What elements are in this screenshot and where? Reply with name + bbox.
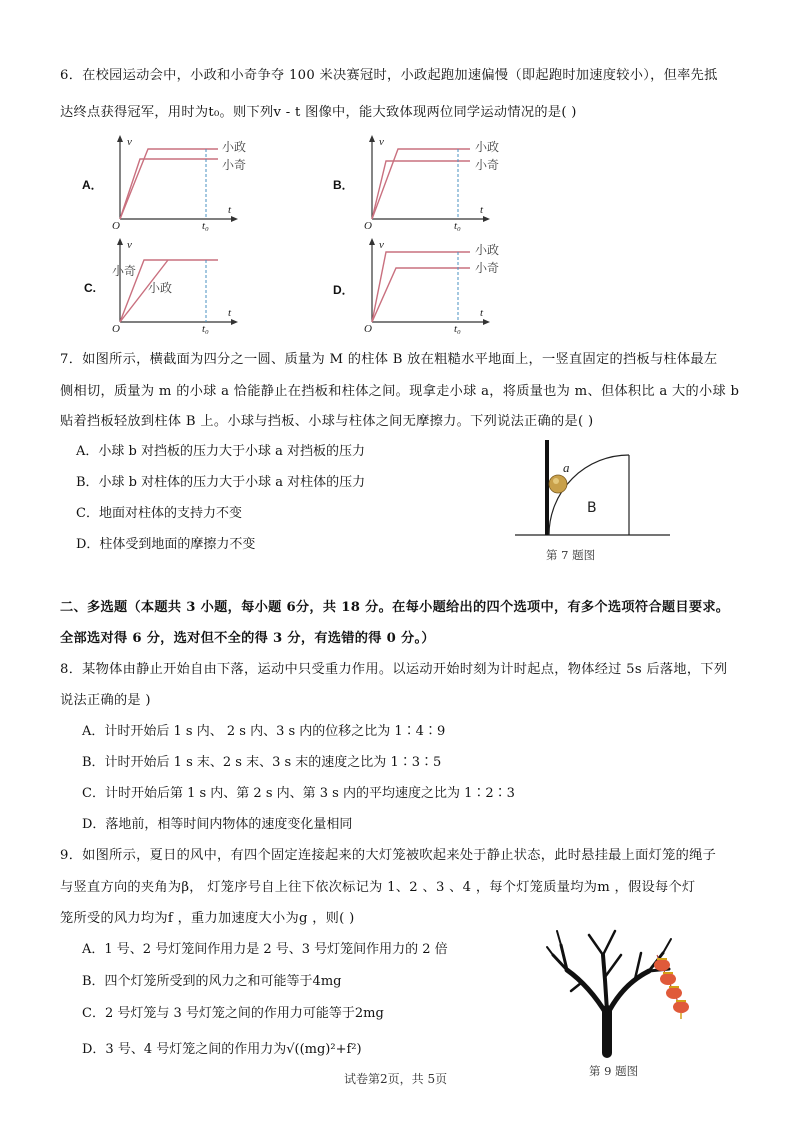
q6-option-c-label[interactable]: C. [84,281,96,295]
q9-stem-line2: 与竖直方向的夹角为β， 灯笼序号自上往下依次标记为 1、2 、3 、4 ，每个灯笼质量均为m ，假设每个灯 [60,880,696,895]
q6-c-t0: t₀ [202,323,209,335]
q9-option-d[interactable]: D．3 号、4 号灯笼之间的作用力为√((mg)²+f²) [82,1042,362,1057]
q6-a-t0: t₀ [202,220,209,232]
q7-stem-line1: 7．如图所示，横截面为四分之一圆、质量为 M 的柱体 B 放在粗糙水平地面上，一竖直固定的挡板与柱体最左 [60,352,718,367]
q8-option-c[interactable]: C．计时开始后第 1 s 内、第 2 s 内、第 3 s 内的平均速度之比为 1∶2∶3 [82,786,515,801]
q6-c-origin: O [112,323,120,335]
q6-d-line-qi [372,268,470,322]
q6-graph-d [362,238,492,333]
q9-option-a[interactable]: A．1 号、2 号灯笼间作用力是 2 号、3 号灯笼间作用力的 2 倍 [82,942,448,957]
q8-option-d[interactable]: D．落地前，相等时间内物体的速度变化量相同 [82,817,353,832]
q9-caption: 第 9 题图 [589,1064,639,1078]
q9-option-c[interactable]: C．2 号灯笼与 3 号灯笼之间的作用力可能等于2mg [82,1006,384,1021]
q6-d-origin: O [364,323,372,335]
q8-stem-line2: 说法正确的是 ) [60,693,151,708]
q6-option-a-label[interactable]: A． [82,178,103,192]
q6-d-t0: t₀ [454,323,461,335]
q6-a-axis-t: t [228,204,232,216]
q6-stem-line2: 达终点获得冠军，用时为t₀。则下列v - t 图像中，能大致体现两位同学运动情况的是( ) [60,105,577,120]
q7-option-c[interactable]: C．地面对柱体的支持力不变 [76,506,242,521]
q7-fig-block-label: B [587,500,597,516]
q6-a-series-top: 小政 [222,140,247,154]
q6-d-axis-v: v [379,239,384,251]
q8-stem-line1: 8．某物体由静止开始自由下落，运动中只受重力作用。以运动开始时刻为计时起点，物体经过 5s 后落地，下列 [60,662,728,677]
page-footer: 试卷第2页，共 5页 [344,1072,448,1086]
q6-option-b-label[interactable]: B． [333,178,354,192]
q6-d-line-zheng [372,252,470,322]
q6-b-t0: t₀ [454,220,461,232]
q7-stem-line2: 侧相切，质量为 m 的小球 a 恰能静止在挡板和柱体之间。现拿走小球 a，将质量也为 m、但体积比 a 大的小球 b [60,384,740,399]
q6-b-series-top: 小政 [475,140,500,154]
q6-b-line-zheng [372,149,470,219]
tree-icon [547,931,671,1053]
q6-graph-a [110,135,240,230]
q6-graph-b [362,135,492,230]
q6-c-series-right: 小政 [148,281,173,295]
q7-figure [515,438,675,540]
q8-option-b[interactable]: B．计时开始后 1 s 末、2 s 末、3 s 末的速度之比为 1∶3∶5 [82,755,442,770]
q6-c-series-left: 小奇 [112,264,137,278]
q6-graph-c [110,238,240,333]
q9-tree-lantern-figure [545,925,705,1055]
q6-b-axis-t: t [480,204,484,216]
q9-stem-line1: 9．如图所示，夏日的风中，有四个固定连接起来的大灯笼被吹起来处于静止状态，此时悬挂最上面灯笼的绳子 [60,848,717,863]
q6-b-origin: O [364,220,372,232]
q7-option-b[interactable]: B．小球 b 对柱体的压力大于小球 a 对柱体的压力 [76,475,366,490]
q7-option-a[interactable]: A．小球 b 对挡板的压力大于小球 a 对挡板的压力 [76,444,365,459]
q7-caption: 第 7 题图 [546,548,596,562]
q6-a-origin: O [112,220,120,232]
q9-stem-line3: 笼所受的风力均为f ，重力加速度大小为g ，则( ) [60,911,355,926]
section2-line1: 二、多选题（本题共 3 小题，每小题 6分，共 18 分。在每小题给出的四个选项中，有多个选项符合题目要求。 [60,600,730,615]
q6-c-axis-v: v [127,239,132,251]
q9-option-b[interactable]: B．四个灯笼所受到的风力之和可能等于4mg [82,974,342,989]
q6-a-axis-v: v [127,136,132,148]
lantern-icon [654,958,689,1019]
q6-d-series-top: 小政 [475,243,500,257]
q6-a-series-bottom: 小奇 [222,158,247,172]
q7-fig-ball-label: a [563,460,570,475]
q6-b-series-bottom: 小奇 [475,158,500,172]
q6-b-line-qi [372,161,470,219]
section2-line2: 全部选对得 6 分，选对但不全的得 3 分，有选错的得 0 分。） [60,631,435,646]
q7-stem-line3: 贴着挡板轻放到柱体 B 上。小球与挡板、小球与柱体之间无摩擦力。下列说法正确的是( ) [60,414,594,429]
q6-a-line-qi [120,159,218,219]
q6-d-axis-t: t [480,307,484,319]
q6-d-series-bottom: 小奇 [475,261,500,275]
q6-c-axis-t: t [228,307,232,319]
q6-option-d-label[interactable]: D． [333,283,354,297]
q6-b-axis-v: v [379,136,384,148]
q7-option-d[interactable]: D．柱体受到地面的摩擦力不变 [76,537,256,552]
q6-stem-line1: 6．在校园运动会中，小政和小奇争夺 100 米决赛冠时，小政起跑加速偏慢（即起跑时加速度较小），但率先抵 [60,68,718,83]
q8-option-a[interactable]: A．计时开始后 1 s 内、 2 s 内、3 s 内的位移之比为 1∶4∶9 [82,724,446,739]
